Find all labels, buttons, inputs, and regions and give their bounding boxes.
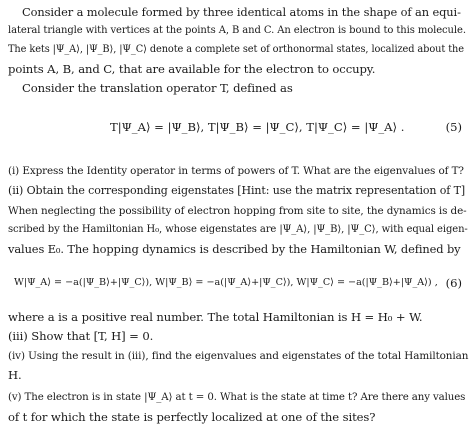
- question-iv-line1: (iv) Using the result in (iii), find the eigenvalues and eigenstates of the total Hamiltonian: [8, 350, 469, 362]
- paragraph1-line1: Consider a molecule formed by three identical atoms in the shape of an equi-: [22, 5, 461, 19]
- equation-6: W|Ψ_A⟩ = −a(|Ψ_B⟩+|Ψ_C⟩), W|Ψ_B⟩ = −a(|Ψ_A⟩+|Ψ_C⟩), W|Ψ_C⟩ = −a(|Ψ_B⟩+|Ψ_A⟩) ,: [14, 277, 438, 288]
- question-iv-line2: H.: [8, 368, 22, 382]
- question-v-line1: (v) The electron is in state |Ψ_A⟩ at t = 0. What is the state at time t? Are there any values: [8, 392, 466, 403]
- question-i: (i) Express the Identity operator in terms of powers of T. What are the eigenvalues of T?: [8, 165, 464, 177]
- paragraph4: where a is a positive real number. The total Hamiltonian is H = H₀ + W.: [8, 310, 423, 324]
- paragraph1-line2: lateral triangle with vertices at the points A, B and C. An electron is bound to this molecule.: [8, 25, 466, 36]
- paragraph3-line1: When neglecting the possibility of electron hopping from site to site, the dynamics is de-: [8, 205, 467, 217]
- paragraph3-line2: scribed by the Hamiltonian H₀, whose eigenstates are |Ψ_A⟩, |Ψ_B⟩, |Ψ_C⟩, with equal eigen-: [8, 224, 468, 235]
- equation-5-number: (5): [445, 120, 462, 134]
- question-iii: (iii) Show that [T, H] = 0.: [8, 329, 154, 343]
- paragraph2: Consider the translation operator T, defined as: [22, 81, 293, 95]
- equation-6-number: (6): [445, 276, 462, 290]
- equation-5: T|Ψ_A⟩ = |Ψ_B⟩, T|Ψ_B⟩ = |Ψ_C⟩, T|Ψ_C⟩ = |Ψ_A⟩ .: [110, 120, 405, 134]
- paragraph3-line3: values E₀. The hopping dynamics is described by the Hamiltonian W, defined by: [8, 242, 461, 256]
- paragraph1-line4: points A, B, and C, that are available for the electron to occupy.: [8, 62, 376, 76]
- question-v-line2: of t for which the state is perfectly localized at one of the sites?: [8, 410, 376, 424]
- question-ii: (ii) Obtain the corresponding eigenstates [Hint: use the matrix representation of T]: [8, 184, 466, 197]
- paragraph1-line3: The kets |Ψ_A⟩, |Ψ_B⟩, |Ψ_C⟩ denote a complete set of orthonormal states, localized about the: [8, 44, 464, 55]
